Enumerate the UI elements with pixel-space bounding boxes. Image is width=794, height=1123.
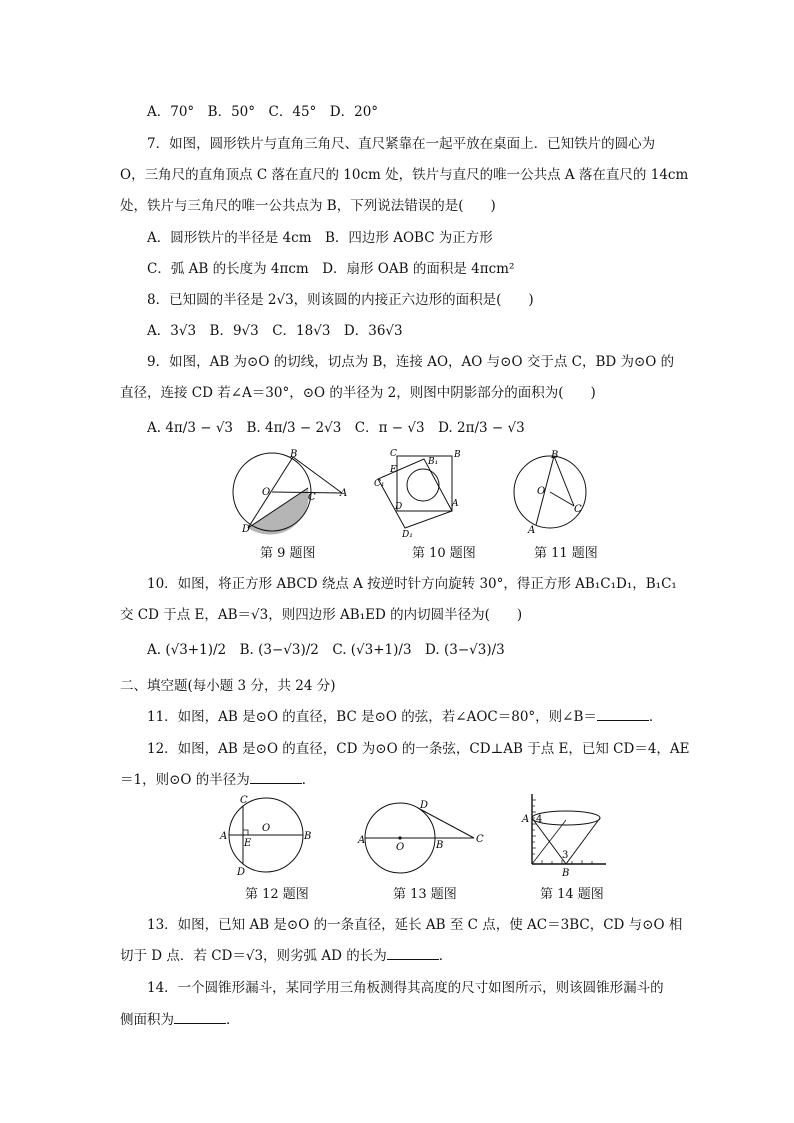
q7-options-ab: A．圆形铁片的半径是 4cm B．四边形 AOBC 为正方形 — [147, 230, 493, 246]
q9-line1: 9．如图，AB 为⊙O 的切线，切点为 B，连接 AO，AO 与⊙O 交于点 C，BD 为⊙O 的 — [147, 354, 675, 370]
figure-9 — [232, 448, 352, 538]
q12-blank — [250, 771, 302, 784]
fig10-label-a: A — [452, 499, 459, 509]
fig14-label-b: B — [562, 868, 570, 879]
q8-line1: 8．已知圆的半径是 2√3，则该圆的内接正六边形的面积是( ) — [147, 292, 534, 308]
fig10-caption: 第 10 题图 — [412, 546, 476, 561]
q10-line2: 交 CD 于点 E，AB＝√3，则四边形 AB₁ED 的内切圆半径为( ) — [120, 607, 523, 623]
figure-11 — [510, 448, 600, 538]
fig13-label-d: D — [420, 800, 429, 811]
fig13-label-c: C — [476, 834, 484, 845]
q9-options: A. 4π/3 − √3 B. 4π/3 − 2√3 C．π − √3 D. 2π/3 − √3 — [147, 420, 525, 436]
q7-line2: O，三角尺的直角顶点 C 落在直尺的 10cm 处，铁片与直尺的唯一公共点 A 落在直尺的 14cm — [120, 167, 689, 183]
fig10-label-b1: B₁ — [428, 457, 439, 467]
fig13-label-b: B — [436, 840, 444, 851]
fig13-label-a: A — [358, 835, 366, 846]
fig9-caption: 第 9 题图 — [260, 546, 316, 561]
fig12-label-e: E — [244, 838, 252, 849]
fig12-label-o: O — [262, 823, 271, 834]
fig11-label-b: B — [551, 450, 559, 461]
q8-options: A．3√3 B．9√3 C．18√3 D．36√3 — [147, 323, 403, 339]
fig9-label-c: C — [308, 492, 316, 503]
figure-12 — [216, 793, 321, 877]
q13-row2: 切于 D 点．若 CD＝√3，则劣弧 AD 的长为 ． — [120, 948, 453, 964]
fig14-label-a: A — [522, 814, 530, 825]
fig13-caption: 第 13 题图 — [393, 887, 457, 902]
q12-row2: ＝1，则⊙O 的半径为 ． — [120, 772, 316, 788]
q6-options: A．70° B．50° C．45° D．20° — [147, 104, 379, 120]
q12-line1: 12．如图，AB 是⊙O 的直径，CD 为⊙O 的一条弦，CD⊥AB 于点 E，已知 CD＝4，AE — [147, 741, 690, 757]
fig9-label-o: O — [262, 487, 271, 498]
q14-line2: 侧面积为 — [120, 1012, 174, 1028]
fig12-caption: 第 12 题图 — [245, 887, 309, 902]
fig9-label-d: D — [242, 524, 251, 535]
fig14-label-4: 4 — [536, 814, 543, 825]
fig9-label-a: A — [340, 488, 348, 499]
fig11-label-o: O — [537, 486, 546, 497]
fig11-label-a: A — [528, 525, 536, 536]
fig10-label-d: D — [395, 502, 403, 512]
fig12-label-b: B — [304, 831, 312, 842]
fig10-label-c: C — [390, 449, 397, 459]
fig9-label-b: B — [290, 449, 298, 460]
q13-blank — [387, 947, 439, 960]
fig14-caption: 第 14 题图 — [540, 887, 604, 902]
q13-line1: 13．如图，已知 AB 是⊙O 的一条直径，延长 AB 至 C 点，使 AC＝3BC，CD 与⊙O 相 — [147, 917, 683, 933]
q7-line1: 7．如图，圆形铁片与直角三角尺、直尺紧靠在一起平放在桌面上．已知铁片的圆心为 — [147, 136, 656, 152]
q12-line2: ＝1，则⊙O 的半径为 — [120, 772, 250, 788]
q14-row2: 侧面积为 ． — [120, 1012, 240, 1028]
q14-blank — [174, 1011, 226, 1024]
fig12-label-a: A — [220, 831, 228, 842]
figure-13 — [356, 796, 486, 876]
fig11-label-c: C — [574, 504, 582, 515]
fig12-label-d: D — [237, 867, 246, 877]
q14-line1: 14．一个圆锥形漏斗，某同学用三角板测得其高度的尺寸如图所示，则该圆锥形漏斗的 — [147, 980, 664, 996]
q10-line1: 10．如图，将正方形 ABCD 绕点 A 按逆时针方向旋转 30°，得正方形 AB₁C₁D₁，B₁C₁ — [147, 576, 677, 592]
fig10-label-e: E — [390, 465, 397, 475]
figure-14 — [518, 790, 618, 880]
q7-line3: 处，铁片与三角尺的唯一公共点为 B，下列说法错误的是( ) — [120, 198, 496, 214]
q10-options: A. (√3+1)/2 B. (3−√3)/2 C. (√3+1)/3 D. (3−√3)/3 — [147, 642, 505, 658]
q13-line2: 切于 D 点．若 CD＝√3，则劣弧 AD 的长为 — [120, 948, 387, 964]
fig10-label-d1: D₁ — [402, 530, 413, 538]
fig10-label-b: B — [454, 450, 461, 460]
fig13-label-o: O — [396, 842, 405, 853]
fig14-label-3: 3 — [562, 850, 569, 861]
q11-blank — [597, 708, 649, 721]
q11-text: 11．如图，AB 是⊙O 的直径，BC 是⊙O 的弦，若∠AOC＝80°，则∠B＝ — [147, 709, 597, 725]
q11-row: 11．如图，AB 是⊙O 的直径，BC 是⊙O 的弦，若∠AOC＝80°，则∠B＝ ． — [147, 709, 663, 725]
figure-10 — [374, 446, 474, 538]
q9-line2: 直径，连接 CD 若∠A＝30°，⊙O 的半径为 2，则图中阴影部分的面积为( ) — [120, 385, 596, 401]
q7-options-cd: C．弧 AB 的长度为 4πcm D．扇形 OAB 的面积是 4πcm² — [147, 261, 515, 277]
fig12-label-c: C — [240, 795, 248, 806]
section-fill-in-title: 二、填空题(每小题 3 分，共 24 分) — [120, 678, 336, 694]
fig11-caption: 第 11 题图 — [534, 546, 598, 561]
fig10-label-c1: C₁ — [374, 479, 385, 489]
